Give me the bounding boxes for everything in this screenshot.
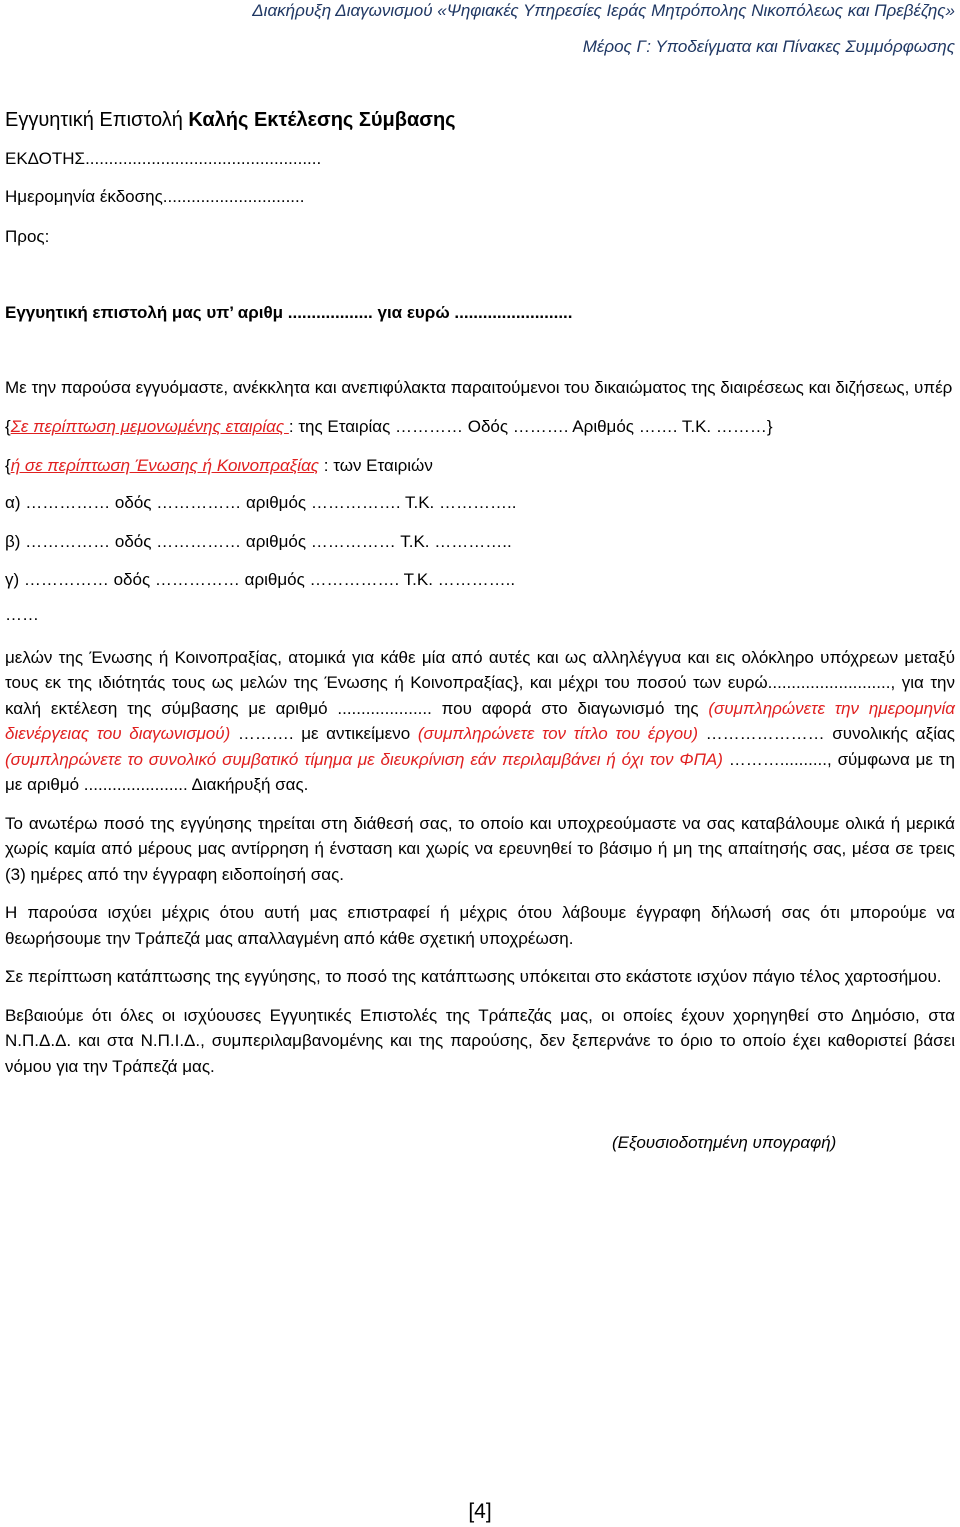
authorized-signature: (Εξουσιοδοτημένη υπογραφή)	[612, 1132, 837, 1152]
payment-paragraph: Το ανωτέρω ποσό της εγγύησης τηρείται στη διάθεσή σας, το οποίο και υποχρεούμαστε να σας καταβάλουμε ολικά ή μερικά χωρίς καμία από μέρους μας αντίρρηση ή ένσταση και χωρίς να ερευνηθεί το βάσιμο ή μη της απαίτησής σας, μέσα σε τρεις (3) ημέρες από την έγγραφη ειδοποίησή σας.	[5, 813, 955, 884]
title-regular: Εγγυητική Επιστολή	[5, 109, 189, 131]
liability-text-2: ………. με αντικείμενο	[230, 724, 418, 743]
member-line-c: γ) …………… οδός …………… αριθμός ……………. Τ.Κ. …………..	[5, 569, 516, 589]
liability-note-date: (συμπληρώνετε την ημερομηνία διενέργειας του διαγωνισμού)	[5, 698, 955, 743]
consortium-note: ή σε περίπτωση Ένωσης ή Κοινοπραξίας	[10, 455, 320, 475]
liability-paragraph	[5, 645, 955, 798]
liability-note-title: (συμπληρώνετε τον τίτλο του έργου)	[417, 724, 699, 743]
forfeiture-paragraph: Σε περίπτωση κατάπτωσης της εγγύησης, το ποσό της κατάπτωσης υπόκειται στο εκάστοτε ισχύον πάγιο τέλος χαρτοσήμου.	[5, 967, 942, 986]
single-company-details: : της Εταιρίας ………… Οδός ………. Αριθμός ……. Τ.Κ. ………}	[288, 416, 773, 436]
consortium-line	[5, 453, 955, 479]
single-company-note: Σε περίπτωση μεμονωμένης εταιρίας	[10, 416, 289, 436]
liability-text-1: μελών της Ένωσης ή Κοινοπραξίας, ατομικά για κάθε μία από αυτές και ως αλληλέγγυα και εις ολόκληρο υπόχρεων μεταξύ τους εκ της ιδιότητάς τους ως μελών της Ένωσης ή Κοινοπραξίας}, και μέχρι του ποσού των ευρώ.........................., για την καλή εκτέλεση της σύμβασης με αριθμό .................... που αφορά στο διαγωνισμό της	[5, 647, 955, 718]
certification-paragraph: Βεβαιούμε ότι όλες οι ισχύουσες Εγγυητικές Επιστολές της Τράπεζάς μας, οι οποίες έχουν χορηγηθεί στο Δημόσιο, στα Ν.Π.Δ.Δ. και στα Ν.Π.Ι.Δ., συμπεριλαμβανομένης και της παρούσης, δεν ξεπερνάνε το όριο το οποίο έχει καθοριστεί βάσει νόμου για την Τράπεζά μας.	[5, 1005, 955, 1076]
page-number: [4]	[468, 1500, 492, 1523]
header-tender-title: Διακήρυξη Διαγωνισμού «Ψηφιακές Υπηρεσίες Ιεράς Μητρόπολης Νικοπόλεως και Πρεβέζης»	[252, 1, 955, 20]
intro-paragraph: Με την παρούσα εγγυόμαστε, ανέκκλητα και ανεπιφύλακτα παραιτούμενοι του δικαιώματος της διαιρέσεως και διζήσεως, υπέρ	[5, 378, 953, 397]
liability-text-4: ……….........., σύμφωνα με τη με αριθμό ...................... Διακήρυξή σας.	[5, 749, 955, 794]
consortium-details: : των Εταιριών	[319, 455, 433, 475]
brace-open: {	[5, 416, 11, 436]
single-company-line	[5, 414, 955, 440]
title-bold: Καλής Εκτέλεσης Σύμβασης	[188, 109, 456, 131]
validity-paragraph: Η παρούσα ισχύει μέχρις ότου αυτή μας επιστραφεί ή μέχρις ότου λάβουμε έγγραφη δήλωσή σας ότι μπορούμε να θεωρήσουμε την Τράπεζά μας απαλλαγμένη από κάθε σχετική υποχρέωση.	[5, 903, 955, 948]
header-section-title: Μέρος Γ: Υποδείγματα και Πίνακες Συμμόρφωσης	[582, 37, 955, 56]
issue-date-field: Ημερομηνία έκδοσης..............................	[5, 187, 305, 206]
member-line-a: α) …………… οδός …………… αριθμός ……………. Τ.Κ. …………..	[5, 492, 517, 512]
issuer-field: ΕΚΔΟΤΗΣ..................................................	[5, 149, 322, 168]
document-title	[5, 105, 955, 135]
liability-note-price: (συμπληρώνετε το συνολικό συμβατικό τίμημα με διευκρίνιση εάν περιλαμβάνει ή όχι τον ΦΠΑ)	[5, 749, 723, 769]
liability-text-3: ………………… συνολικής αξίας	[698, 724, 955, 743]
member-line-more: ……	[5, 604, 39, 624]
recipient-field: Προς:	[5, 227, 50, 246]
reference-line: Εγγυητική επιστολή μας υπ’ αριθμ .................. για ευρώ .........................	[5, 303, 573, 322]
brace-open: {	[5, 455, 11, 475]
member-line-b: β) …………… οδός …………… αριθμός …………… Τ.Κ. …………..	[5, 531, 512, 551]
